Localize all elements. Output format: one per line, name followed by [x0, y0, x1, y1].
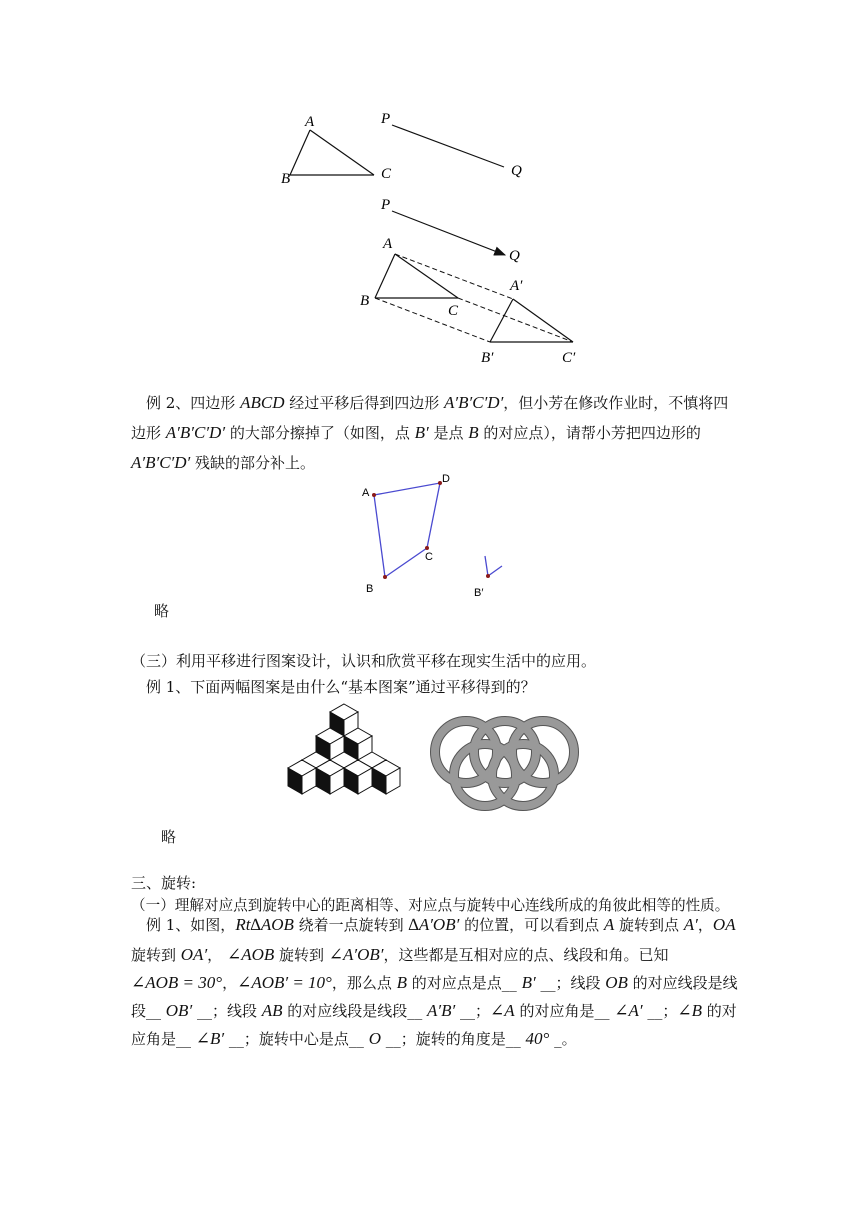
label-c: C [425, 551, 433, 563]
label-q: Q [509, 248, 520, 264]
example-2-line-2 [131, 422, 701, 443]
math-expression: OB′ [165, 1001, 193, 1020]
label-c: C [381, 166, 392, 182]
math-expression: A′B′C′D′ [444, 393, 504, 412]
text-segment: ，这些都是互相对应的点、线段和角。已知 [383, 946, 669, 964]
text-segment: _。 [549, 1030, 577, 1048]
segment-ac [310, 130, 374, 175]
label-a-prime: A′ [510, 278, 523, 294]
text-segment: ，但小芳在修改作业时，不慎将四 [503, 394, 729, 412]
text-segment: 的位置，可以看到点 [459, 916, 604, 934]
image-a1c1 [513, 299, 573, 342]
text-segment: __；线段 [192, 1002, 262, 1020]
segment-ac [395, 254, 458, 298]
dashed-aa1 [395, 254, 513, 299]
text-segment: 残缺的部分补上。 [190, 454, 316, 472]
text-segment: __； [455, 1002, 491, 1020]
text-segment: 旋转到点 [614, 916, 684, 934]
label-q: Q [511, 163, 522, 179]
answer-omitted: 略 [154, 602, 170, 620]
text-segment: 的大部分擦掉了（如图，点 [225, 424, 415, 442]
text-segment: 段__ [131, 1002, 166, 1020]
math-expression: 40° [525, 1029, 550, 1048]
math-expression: OA [712, 915, 736, 934]
math-expression: A′B′ [427, 1001, 456, 1020]
segment-pq [392, 125, 504, 167]
text-segment: __；旋转中心是点__ [224, 1030, 369, 1048]
math-expression: B [396, 973, 408, 992]
segment-ab [290, 130, 310, 175]
text-segment: ，那么点 [331, 974, 397, 992]
math-expression: AB [261, 1001, 283, 1020]
math-expression: ∠A′ [614, 1001, 643, 1020]
label-b: B [360, 293, 370, 309]
text-segment: __； [642, 1002, 678, 1020]
text-segment: 例 2、四边形 [146, 394, 241, 412]
rotation-property: （一）理解对应点到旋转中心的距离相等、对应点与旋转中心连线所成的角彼此相等的性质。 [131, 897, 730, 914]
rotation-line-4 [131, 1000, 737, 1021]
math-expression: Rt∆AOB [235, 915, 294, 934]
math-expression: OB [605, 973, 628, 992]
figure-rings [430, 715, 580, 815]
text-segment: ， [207, 946, 227, 964]
rotation-line-1 [146, 914, 736, 935]
segment-ab [375, 254, 395, 298]
math-expression: ∠A [490, 1001, 515, 1020]
text-segment: ， [222, 974, 238, 992]
text-segment: 是点 [428, 424, 469, 442]
label-a: A [362, 487, 370, 499]
math-expression: ∠AOB [226, 945, 275, 964]
math-expression: A′B′C′D′ [165, 423, 226, 442]
dashed-bb1 [375, 298, 490, 342]
text-segment: 经过平移后得到四边形 [284, 394, 445, 412]
rotation-line-3 [131, 972, 738, 993]
dashed-cc1 [458, 298, 573, 342]
text-segment: 旋转到 [131, 946, 181, 964]
rotation-line-5 [131, 1028, 577, 1049]
math-expression: B′ [521, 973, 536, 992]
label-a: A [383, 236, 393, 252]
text-segment: 旋转到 [274, 946, 329, 964]
text-segment: 边形 [131, 424, 166, 442]
text-segment: 应角是__ [131, 1030, 196, 1048]
text-segment: 的对应线段是线段__ [282, 1002, 428, 1020]
text-segment: 绕着一点旋转到 [293, 916, 409, 934]
label-p: P [381, 197, 391, 213]
label-c: C [448, 303, 459, 319]
label-c-prime: C′ [562, 350, 576, 366]
text-segment: ， [697, 916, 713, 934]
text-segment: __；旋转的角度是__ [380, 1030, 526, 1048]
text-segment: 的对应角是__ [514, 1002, 615, 1020]
math-expression: A [603, 915, 615, 934]
section-3-title: （三）利用平移进行图案设计，认识和欣赏平移在现实生活中的应用。 [131, 652, 597, 670]
math-expression: A′ [683, 915, 698, 934]
math-expression: A′B′C′D′ [131, 453, 191, 472]
math-expression: ABCD [240, 393, 285, 412]
math-expression: ∠B′ [195, 1029, 225, 1048]
text-segment: 的对应点是点__ [407, 974, 522, 992]
text-segment: 的对应线段是线 [627, 974, 738, 992]
vector-pq [392, 211, 505, 255]
example-2-line-1 [146, 392, 728, 413]
label-a: A [305, 114, 315, 130]
math-expression: ∠AOB = 30° [131, 973, 223, 992]
answer-omitted-2: 略 [161, 828, 177, 846]
point-c [425, 546, 429, 550]
partial-b-prime [485, 556, 502, 576]
text-segment: 例 1、如图， [146, 916, 236, 934]
label-b-prime: B′ [481, 350, 494, 366]
point-b [383, 575, 387, 579]
figure-quadrilateral [355, 470, 525, 600]
math-expression: O [368, 1029, 381, 1048]
figure-translation [355, 192, 595, 372]
math-expression: ∠B [677, 1001, 703, 1020]
text-segment: __；线段 [535, 974, 606, 992]
image-a1b1 [490, 299, 513, 342]
label-d: D [442, 473, 450, 485]
math-expression: ∠AOB′ = 10° [237, 973, 332, 992]
label-b-prime: B′ [474, 587, 484, 599]
rotation-line-2 [131, 944, 669, 965]
point-a [372, 493, 376, 497]
math-expression: OA′ [180, 945, 208, 964]
text-segment: 的对 [702, 1002, 737, 1020]
math-expression: ∆A′OB′ [408, 915, 460, 934]
example-1-question: 例 1、下面两幅图案是由什么“基本图案”通过平移得到的？ [146, 678, 536, 696]
math-expression: B′ [414, 423, 429, 442]
rotation-heading: 三、旋转: [131, 874, 197, 892]
math-expression: B [468, 423, 479, 442]
point-b-prime [486, 574, 490, 578]
text-segment: 的对应点），请帮小芳把四边形的 [478, 424, 701, 442]
figure-cube-pyramid [286, 702, 402, 808]
label-b: B [281, 171, 291, 187]
example-2-line-3 [131, 452, 315, 473]
label-b: B [366, 583, 374, 595]
math-expression: ∠A′OB′ [328, 945, 384, 964]
label-p: P [381, 111, 391, 127]
figure-triangle-and-segment [270, 100, 560, 200]
